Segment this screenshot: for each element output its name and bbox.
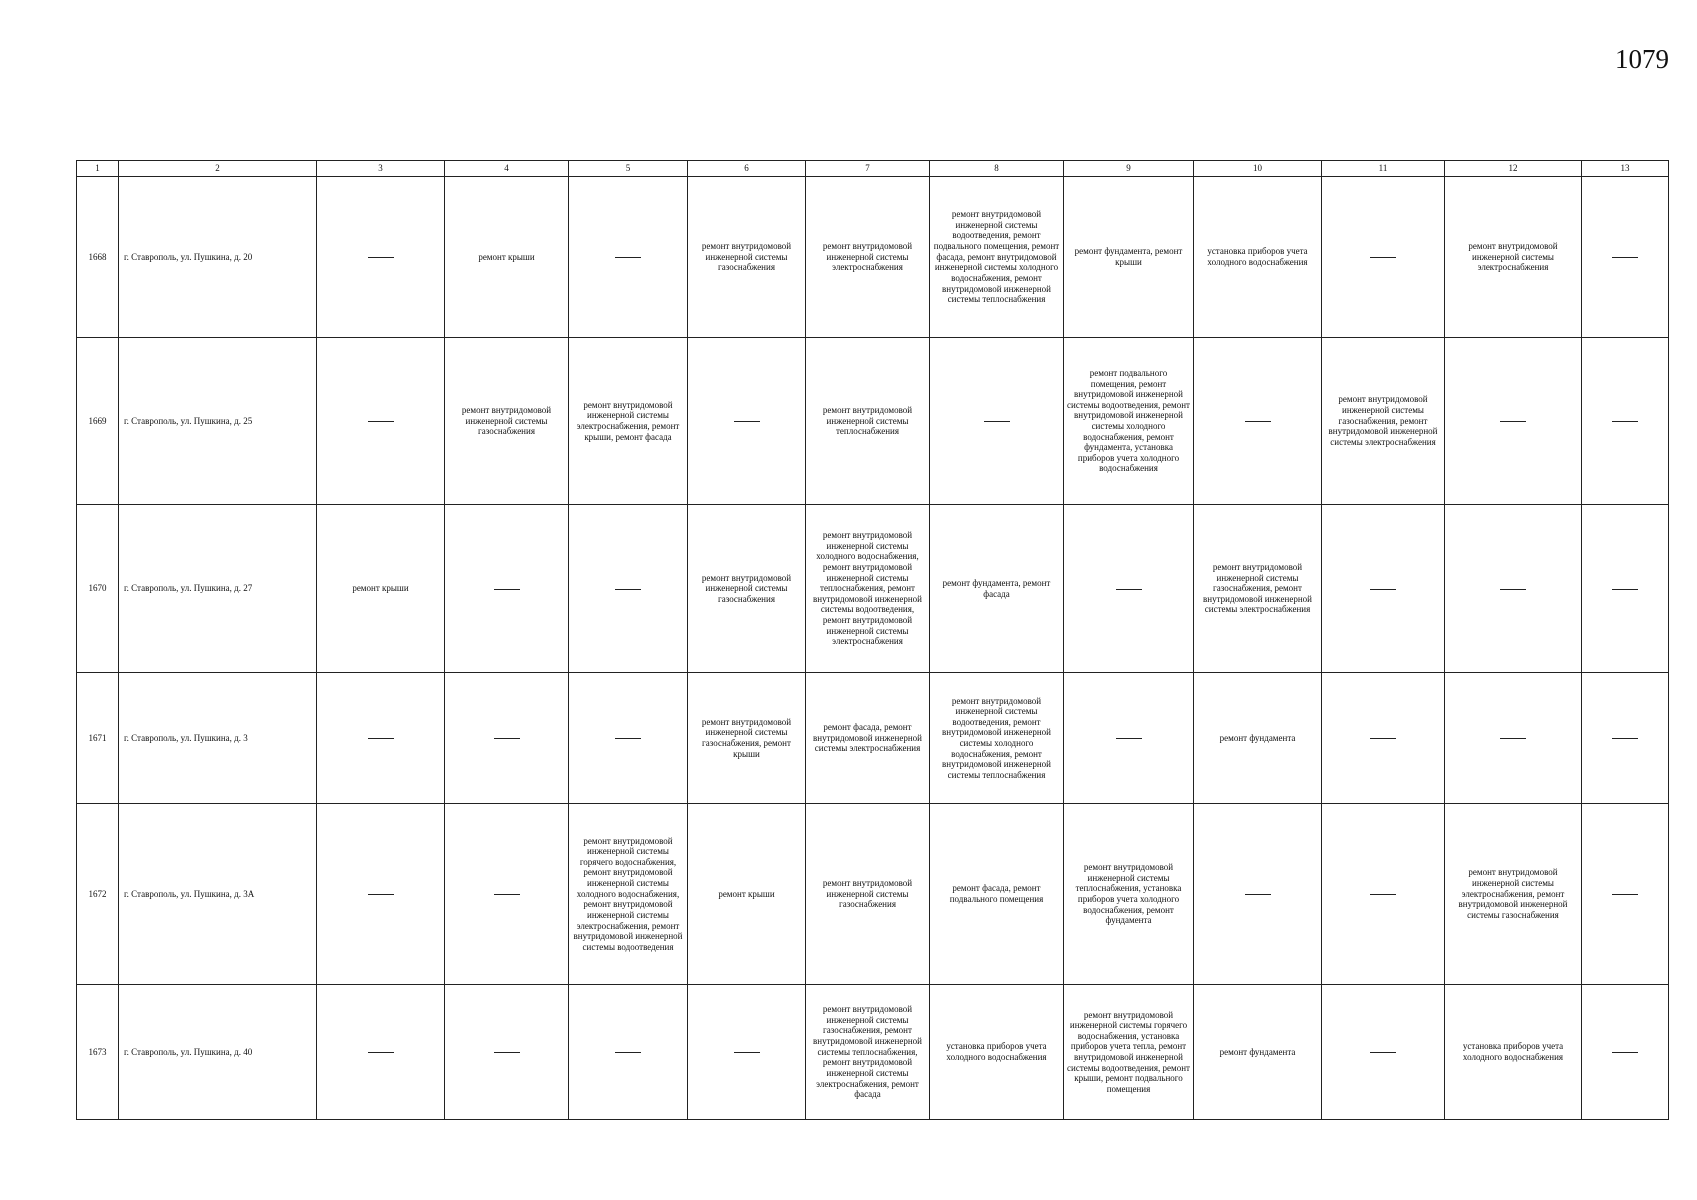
column-number-12: 12 [1445, 161, 1582, 177]
dash-mark [734, 1052, 760, 1053]
empty-cell-col-4 [445, 505, 569, 673]
dash-mark [1245, 421, 1271, 422]
work-cell-col-8: ремонт внутридомовой инженерной системы водоотведения, ремонт подвального помещения, ремонт фасада, ремонт внутридомовой инженерной системы холодного водоснабжения, ремонт внутридомовой инженерной системы теплоснабжения [930, 177, 1064, 338]
work-cell-col-9: ремонт внутридомовой инженерной системы теплоснабжения, установка приборов учета холодного водоснабжения, ремонт фундамента [1064, 804, 1194, 985]
work-cell-col-7: ремонт внутридомовой инженерной системы холодного водоснабжения, ремонт внутридомовой инженерной системы теплоснабжения, ремонт внутридомовой инженерной системы водоотведения, ремонт внутридомовой инженерной системы электроснабжения [806, 505, 930, 673]
dash-mark [494, 589, 520, 590]
work-cell-col-12: ремонт внутридомовой инженерной системы электроснабжения, ремонт внутридомовой инженерной системы газоснабжения [1445, 804, 1582, 985]
address-cell: г. Ставрополь, ул. Пушкина, д. 27 [119, 505, 317, 673]
dash-mark [615, 257, 641, 258]
row-number-cell: 1670 [77, 505, 119, 673]
dash-mark [1612, 1052, 1638, 1053]
empty-cell-col-13 [1582, 804, 1669, 985]
work-cell-col-9: ремонт внутридомовой инженерной системы горячего водоснабжения, установка приборов учета тепла, ремонт внутридомовой инженерной системы водоотведения, ремонт крыши, ремонт подвального помещения [1064, 985, 1194, 1120]
dash-mark [1370, 894, 1396, 895]
dash-mark [1612, 738, 1638, 739]
address-cell: г. Ставрополь, ул. Пушкина, д. 3А [119, 804, 317, 985]
work-cell-col-10: ремонт фундамента [1194, 985, 1322, 1120]
empty-cell-col-10 [1194, 338, 1322, 505]
empty-cell-col-4 [445, 804, 569, 985]
empty-cell-col-4 [445, 985, 569, 1120]
empty-cell-col-10 [1194, 804, 1322, 985]
empty-cell-col-3 [317, 673, 445, 804]
column-number-3: 3 [317, 161, 445, 177]
dash-mark [1612, 257, 1638, 258]
column-number-5: 5 [569, 161, 688, 177]
dash-mark [1612, 589, 1638, 590]
work-cell-col-9: ремонт подвального помещения, ремонт внутридомовой инженерной системы водоотведения, ремонт внутридомовой инженерной системы холодного водоснабжения, ремонт фундамента, установка приборов учета холодного водоснабжения [1064, 338, 1194, 505]
dash-mark [494, 894, 520, 895]
empty-cell-col-9 [1064, 673, 1194, 804]
dash-mark [368, 257, 394, 258]
empty-cell-col-5 [569, 985, 688, 1120]
work-cell-col-10: ремонт внутридомовой инженерной системы газоснабжения, ремонт внутридомовой инженерной системы электроснабжения [1194, 505, 1322, 673]
empty-cell-col-12 [1445, 673, 1582, 804]
empty-cell-col-3 [317, 338, 445, 505]
dash-mark [368, 1052, 394, 1053]
work-cell-col-8: ремонт фасада, ремонт подвального помещения [930, 804, 1064, 985]
page-number: 1079 [1615, 44, 1669, 74]
dash-mark [1612, 421, 1638, 422]
work-cell-col-4: ремонт внутридомовой инженерной системы газоснабжения [445, 338, 569, 505]
work-cell-col-6: ремонт внутридомовой инженерной системы газоснабжения, ремонт крыши [688, 673, 806, 804]
dash-mark [1370, 257, 1396, 258]
address-cell: г. Ставрополь, ул. Пушкина, д. 20 [119, 177, 317, 338]
dash-mark [1245, 894, 1271, 895]
column-number-4: 4 [445, 161, 569, 177]
work-cell-col-10: установка приборов учета холодного водоснабжения [1194, 177, 1322, 338]
dash-mark [734, 421, 760, 422]
column-number-6: 6 [688, 161, 806, 177]
empty-cell-col-13 [1582, 985, 1669, 1120]
work-cell-col-5: ремонт внутридомовой инженерной системы электроснабжения, ремонт крыши, ремонт фасада [569, 338, 688, 505]
table-row [77, 505, 1669, 673]
work-cell-col-8: установка приборов учета холодного водоснабжения [930, 985, 1064, 1120]
dash-mark [1500, 421, 1526, 422]
empty-cell-col-11 [1322, 804, 1445, 985]
empty-cell-col-3 [317, 177, 445, 338]
empty-cell-col-13 [1582, 505, 1669, 673]
table-row [77, 338, 1669, 505]
dash-mark [1370, 1052, 1396, 1053]
dash-mark [615, 738, 641, 739]
work-cell-col-11: ремонт внутридомовой инженерной системы газоснабжения, ремонт внутридомовой инженерной системы электроснабжения [1322, 338, 1445, 505]
empty-cell-col-12 [1445, 505, 1582, 673]
row-number-cell: 1668 [77, 177, 119, 338]
dash-mark [1116, 589, 1142, 590]
table-row [77, 804, 1669, 985]
empty-cell-col-11 [1322, 985, 1445, 1120]
row-number-cell: 1672 [77, 804, 119, 985]
work-cell-col-9: ремонт фундамента, ремонт крыши [1064, 177, 1194, 338]
address-cell: г. Ставрополь, ул. Пушкина, д. 25 [119, 338, 317, 505]
work-cell-col-12: установка приборов учета холодного водоснабжения [1445, 985, 1582, 1120]
empty-cell-col-11 [1322, 177, 1445, 338]
dash-mark [1370, 589, 1396, 590]
empty-cell-col-11 [1322, 505, 1445, 673]
row-number-cell: 1671 [77, 673, 119, 804]
dash-mark [368, 738, 394, 739]
table-row [77, 177, 1669, 338]
column-number-row [77, 161, 1669, 177]
column-number-8: 8 [930, 161, 1064, 177]
dash-mark [984, 421, 1010, 422]
work-cell-col-7: ремонт внутридомовой инженерной системы электроснабжения [806, 177, 930, 338]
empty-cell-col-5 [569, 505, 688, 673]
empty-cell-col-11 [1322, 673, 1445, 804]
registry-table [76, 160, 1669, 1120]
empty-cell-col-5 [569, 673, 688, 804]
address-cell: г. Ставрополь, ул. Пушкина, д. 3 [119, 673, 317, 804]
table-row [77, 673, 1669, 804]
empty-cell-col-3 [317, 804, 445, 985]
work-cell-col-7: ремонт фасада, ремонт внутридомовой инженерной системы электроснабжения [806, 673, 930, 804]
empty-cell-col-8 [930, 338, 1064, 505]
work-cell-col-8: ремонт внутридомовой инженерной системы водоотведения, ремонт внутридомовой инженерной системы холодного водоснабжения, ремонт внутридомовой инженерной системы теплоснабжения [930, 673, 1064, 804]
work-cell-col-7: ремонт внутридомовой инженерной системы газоснабжения, ремонт внутридомовой инженерной системы теплоснабжения, ремонт внутридомовой инженерной системы электроснабжения, ремонт фасада [806, 985, 930, 1120]
dash-mark [368, 421, 394, 422]
dash-mark [368, 894, 394, 895]
table-body [77, 161, 1669, 1120]
empty-cell-col-5 [569, 177, 688, 338]
dash-mark [1116, 738, 1142, 739]
work-cell-col-4: ремонт крыши [445, 177, 569, 338]
work-cell-col-6: ремонт внутридомовой инженерной системы газоснабжения [688, 177, 806, 338]
empty-cell-col-6 [688, 338, 806, 505]
work-cell-col-6: ремонт крыши [688, 804, 806, 985]
table-row [77, 985, 1669, 1120]
work-cell-col-7: ремонт внутридомовой инженерной системы теплоснабжения [806, 338, 930, 505]
column-number-10: 10 [1194, 161, 1322, 177]
column-number-13: 13 [1582, 161, 1669, 177]
dash-mark [615, 589, 641, 590]
work-cell-col-3: ремонт крыши [317, 505, 445, 673]
empty-cell-col-13 [1582, 177, 1669, 338]
dash-mark [494, 1052, 520, 1053]
column-number-2: 2 [119, 161, 317, 177]
dash-mark [1500, 589, 1526, 590]
empty-cell-col-4 [445, 673, 569, 804]
dash-mark [494, 738, 520, 739]
address-cell: г. Ставрополь, ул. Пушкина, д. 40 [119, 985, 317, 1120]
empty-cell-col-13 [1582, 673, 1669, 804]
row-number-cell: 1669 [77, 338, 119, 505]
column-number-1: 1 [77, 161, 119, 177]
work-cell-col-5: ремонт внутридомовой инженерной системы горячего водоснабжения, ремонт внутридомовой инженерной системы холодного водоснабжения, ремонт внутридомовой инженерной системы электроснабжения, ремонт внутридомовой инженерной системы водоотведения [569, 804, 688, 985]
work-cell-col-7: ремонт внутридомовой инженерной системы газоснабжения [806, 804, 930, 985]
empty-cell-col-3 [317, 985, 445, 1120]
work-cell-col-12: ремонт внутридомовой инженерной системы электроснабжения [1445, 177, 1582, 338]
dash-mark [615, 1052, 641, 1053]
dash-mark [1370, 738, 1396, 739]
column-number-11: 11 [1322, 161, 1445, 177]
dash-mark [1500, 738, 1526, 739]
empty-cell-col-6 [688, 985, 806, 1120]
column-number-7: 7 [806, 161, 930, 177]
empty-cell-col-9 [1064, 505, 1194, 673]
row-number-cell: 1673 [77, 985, 119, 1120]
column-number-9: 9 [1064, 161, 1194, 177]
work-cell-col-8: ремонт фундамента, ремонт фасада [930, 505, 1064, 673]
work-cell-col-10: ремонт фундамента [1194, 673, 1322, 804]
dash-mark [1612, 894, 1638, 895]
empty-cell-col-12 [1445, 338, 1582, 505]
empty-cell-col-13 [1582, 338, 1669, 505]
work-cell-col-6: ремонт внутридомовой инженерной системы газоснабжения [688, 505, 806, 673]
